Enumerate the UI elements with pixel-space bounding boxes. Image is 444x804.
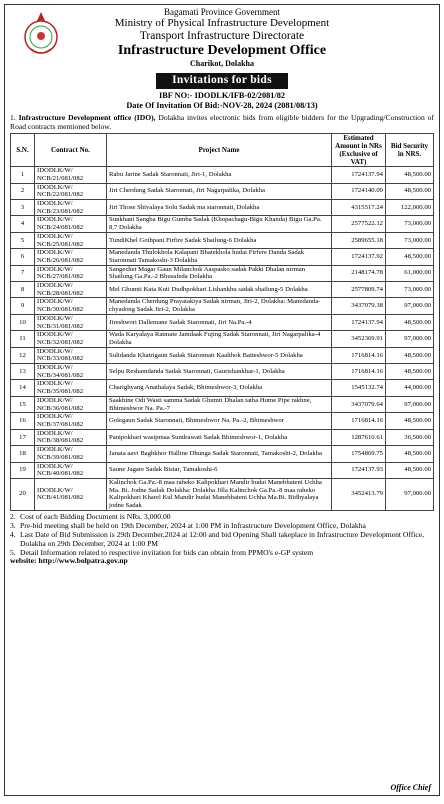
intro-office: Infrastructure Development office (IDO), <box>18 112 156 122</box>
row-sn: 6 <box>11 249 35 265</box>
row-project-name: Sunkhani Sangba Bigu Gumba Sadak (Khopachagu-Bigu Khanda) Bigu Ga.Pa. 8,7 Dolakha <box>107 216 332 232</box>
row-project-name: Rabu Jarine Sadak Staronnati, Jiri-1, Dolakha <box>107 167 332 183</box>
table-row <box>11 282 434 298</box>
row-contract-no: IDODLK/W/ NCB/32/081/082 <box>35 331 107 347</box>
row-contract-no: IDODLK/W/ NCB/41/081/082 <box>35 478 107 510</box>
row-bid-security: 73,000.00 <box>386 282 434 298</box>
row-project-name: Selpu Reshamdanda Sadak Staronnati, Gaurishankhar-1, Dolakha <box>107 364 332 380</box>
bid-notice-page <box>4 4 440 796</box>
row-sn: 14 <box>11 380 35 396</box>
row-bid-security: 97,000.00 <box>386 478 434 510</box>
row-amount: 1716814.16 <box>332 347 386 363</box>
row-bid-security: 97,000.00 <box>386 331 434 347</box>
table-row <box>11 183 434 199</box>
row-project-name: Saakhine Odi Wasti samma Sadak Ghumti Dhalan tatha Hume Pipe rakhne, Bhimeshwor Na. Pa.-7 <box>107 396 332 412</box>
row-amount: 2148174.78 <box>332 265 386 281</box>
header-bid-security: Bid Security in NRS. <box>386 134 434 167</box>
row-sn: 1 <box>11 167 35 183</box>
row-contract-no: IDODLK/W/ NCB/28/081/082 <box>35 282 107 298</box>
row-project-name: Jireshwori Dallemane Sadak Staronnati, Jiri Na.Pa.-4 <box>107 314 332 330</box>
reference-block <box>10 91 434 111</box>
row-project-name: Janata aavi Baghkhor Halline Dhunga Sadak Staronnati, Tamakoshi-2, Dolakha <box>107 446 332 462</box>
row-bid-security: 48,500.00 <box>386 413 434 429</box>
row-sn: 15 <box>11 396 35 412</box>
row-contract-no: IDODLK/W/ NCB/31/081/082 <box>35 314 107 330</box>
row-contract-no: IDODLK/W/ NCB/40/081/082 <box>35 462 107 478</box>
note-item: 5. Detail Information related to respective invitation for bids can obtain from PPMO's e-GP system <box>10 547 314 557</box>
row-contract-no: IDODLK/W/ NCB/37/081/082 <box>35 413 107 429</box>
header-sn: S.N. <box>11 134 35 167</box>
row-bid-security: 122,000.00 <box>386 200 434 216</box>
row-sn: 9 <box>11 298 35 314</box>
row-amount: 1724137.92 <box>332 249 386 265</box>
row-bid-security: 73,000.00 <box>386 232 434 248</box>
table-row <box>11 167 434 183</box>
row-bid-security: 48,500.00 <box>386 347 434 363</box>
row-amount: 3452369.91 <box>332 331 386 347</box>
row-project-name: Wada Karyalaya Ratmate Jamdaak Fujing Sadak Staronnati, Jiri Nagarpalika-4 Dolakha <box>107 331 332 347</box>
ifb-number: IBF NO:- IDODLK/IFB-02/2081/82 <box>159 90 285 100</box>
row-amount: 3437079.38 <box>332 298 386 314</box>
table-row <box>11 380 434 396</box>
table-row <box>11 347 434 363</box>
row-contract-no: IDODLK/W/ NCB/23/081/082 <box>35 200 107 216</box>
row-contract-no: IDODLK/W/ NCB/33/081/082 <box>35 347 107 363</box>
row-sn: 20 <box>11 478 35 510</box>
row-amount: 1716814.16 <box>332 364 386 380</box>
row-sn: 18 <box>11 446 35 462</box>
website-link[interactable]: website: http://www.bolpatra.gov.np <box>10 556 128 566</box>
row-bid-security: 48,500.00 <box>386 167 434 183</box>
row-bid-security: 48,500.00 <box>386 183 434 199</box>
row-project-name: Kalinchok Ga.Pa.-8 maa raheko Kalipokhari Mandir hudai Manebhateni Uchha Ma. Bi. Jodne Sadak Dolakha: Dolakha Jilla Kalinchok Ga.Pa.-8 maa raheko Kalipokhari Kharel Kul Mandir hudai Manebhateni Uchha Ma.Bi. Bidhyalaya jodne Sadak <box>107 478 332 510</box>
row-sn: 4 <box>11 216 35 232</box>
row-contract-no: IDODLK/W/ NCB/36/081/082 <box>35 396 107 412</box>
table-row <box>11 478 434 510</box>
row-amount: 4315517.24 <box>332 200 386 216</box>
row-project-name: Mel Ghumti Kata Kuti Dudhpokhari Lishankhu sadak shailung-5 Dolakha <box>107 282 332 298</box>
contracts-table <box>10 133 434 511</box>
table-header-row <box>11 134 434 167</box>
row-contract-no: IDODLK/W/ NCB/24/081/082 <box>35 216 107 232</box>
row-amount: 1287610.61 <box>332 429 386 445</box>
row-project-name: Sulidanda Khatrigaun Sadak Staronnati Kaalthok Baiteshwor-5 Dolakha <box>107 347 332 363</box>
row-project-name: Jiri Cherdung Sadak Staronnati, Jiri Nagarpalika, Dolakha <box>107 183 332 199</box>
table-row <box>11 331 434 347</box>
government-emblem-icon <box>15 9 67 59</box>
row-amount: 1724140.09 <box>332 183 386 199</box>
row-amount: 2589655.18 <box>332 232 386 248</box>
row-contract-no: IDODLK/W/ NCB/22/081/082 <box>35 183 107 199</box>
intro-paragraph <box>10 113 434 131</box>
table-row <box>11 298 434 314</box>
row-bid-security: 48,500.00 <box>386 249 434 265</box>
table-row <box>11 249 434 265</box>
table-row <box>11 413 434 429</box>
notice-title-banner: Invitations for bids <box>156 73 288 88</box>
notes-list <box>10 513 434 567</box>
row-sn: 16 <box>11 413 35 429</box>
row-bid-security: 48,500.00 <box>386 364 434 380</box>
row-project-name: Jiri Those Shivalaya Solu Sadak ma staronnati, Dolakha <box>107 200 332 216</box>
row-amount: 1724137.94 <box>332 167 386 183</box>
row-sn: 7 <box>11 265 35 281</box>
row-bid-security: 48,500.00 <box>386 446 434 462</box>
row-project-name: Sangechet Magar Gaun Milanchok Aaspasko sadak Pakki Dhalan nirman Shailung Ga.Pa.-2 Bhusafeda Dolakha <box>107 265 332 281</box>
row-contract-no: IDODLK/W/ NCB/27/081/082 <box>35 265 107 281</box>
row-bid-security: 73,000.00 <box>386 216 434 232</box>
row-sn: 11 <box>11 331 35 347</box>
notice-header <box>10 7 434 89</box>
table-row <box>11 265 434 281</box>
row-bid-security: 36,500.00 <box>386 429 434 445</box>
table-row <box>11 396 434 412</box>
government-name: Bagamati Province Government <box>164 7 280 17</box>
row-amount: 1545132.74 <box>332 380 386 396</box>
note-item: 3. Pre-bid meeting shall be held on 19th December, 2024 at 1:00 PM in Infrastructure Development Office, Dolakha <box>10 520 366 530</box>
table-row <box>11 429 434 445</box>
signature-office-chief: Office Chief <box>390 783 431 792</box>
note-item: 4. Last Date of Bid Submission is 29th December,2024 at 12:00 and bid Opening Shall takeplace in Infrastructure Development Office, Dolakha on 29th December, 2024 at 1:00 PM <box>10 529 425 548</box>
table-row <box>11 314 434 330</box>
row-amount: 1716814.16 <box>332 413 386 429</box>
row-contract-no: IDODLK/W/ NCB/35/081/082 <box>35 380 107 396</box>
row-contract-no: IDODLK/W/ NCB/38/081/082 <box>35 429 107 445</box>
header-project-name: Project Name <box>107 134 332 167</box>
row-project-name: TundiKhel Gothpani Firfire Sadak Shailung-6 Dolakha <box>107 232 332 248</box>
row-contract-no: IDODLK/W/ NCB/34/081/082 <box>35 364 107 380</box>
row-contract-no: IDODLK/W/ NCB/39/081/082 <box>35 446 107 462</box>
row-bid-security: 48,500.00 <box>386 462 434 478</box>
ministry-name: Ministry of Physical Infrastructure Development <box>114 17 330 30</box>
row-project-name: Manedanda Thulokhola Kalapani Bhatekhola hudai Firfere Danda Sadak Staronnati Tamakoshi-3 Dolakha <box>107 249 332 265</box>
row-contract-no: IDODLK/W/ NCB/21/081/082 <box>35 167 107 183</box>
note-item: 2. Cost of each Bidding Document is NRs. 3,000.00 <box>10 511 171 521</box>
table-row <box>11 200 434 216</box>
table-row <box>11 216 434 232</box>
row-project-name: Manedanda Cherdung Prayatakiya Sadak nirman, Jiri-2, Dolakha: Manedanda-chyadong Sadak Jiri-2, Dolakha <box>107 298 332 314</box>
table-row <box>11 446 434 462</box>
invitation-date: Date Of Invitation Of Bid:-NOV-28, 2024 (2081/08/13) <box>126 100 318 110</box>
row-project-name: Panipokhari wasipmaa Sundrawati Sadak Bhimeshwor-1, Dolakha <box>107 429 332 445</box>
row-contract-no: IDODLK/W/ NCB/25/081/082 <box>35 232 107 248</box>
row-project-name: Golegaun Sadak Staronnati, Bhimeshwor Na. Pa.-2, Bhimeshwor <box>107 413 332 429</box>
row-amount: 1754869.75 <box>332 446 386 462</box>
row-amount: 3452413.79 <box>332 478 386 510</box>
directorate-name: Transport Infrastructure Directorate <box>139 29 305 42</box>
header-contract-no: Contract No. <box>35 134 107 167</box>
row-bid-security: 44,000.00 <box>386 380 434 396</box>
header-estimated-amount: Estimated Amount in NRs (Exclusive of VAT) <box>332 134 386 167</box>
row-amount: 1724137.93 <box>332 462 386 478</box>
row-bid-security: 97,000.00 <box>386 298 434 314</box>
row-amount: 3437079.64 <box>332 396 386 412</box>
row-contract-no: IDODLK/W/ NCB/30/081/082 <box>35 298 107 314</box>
table-row <box>11 462 434 478</box>
row-sn: 19 <box>11 462 35 478</box>
row-sn: 13 <box>11 364 35 380</box>
row-sn: 12 <box>11 347 35 363</box>
row-project-name: Saune Jagare Sadak Bistar, Tamakoshi-6 <box>107 462 332 478</box>
table-row <box>11 232 434 248</box>
row-sn: 2 <box>11 183 35 199</box>
intro-text: Dolakha invites electronic bids from eligible bidders for the Upgrading/Construction of Road contracts mentioned below. <box>10 112 434 131</box>
intro-number: 1. <box>10 112 16 122</box>
table-row <box>11 364 434 380</box>
row-sn: 17 <box>11 429 35 445</box>
office-name: Infrastructure Development Office <box>117 43 327 59</box>
row-sn: 3 <box>11 200 35 216</box>
row-amount: 2577522.12 <box>332 216 386 232</box>
row-amount: 1724137.94 <box>332 314 386 330</box>
row-sn: 8 <box>11 282 35 298</box>
row-bid-security: 97,000.00 <box>386 396 434 412</box>
row-bid-security: 48,500.00 <box>386 314 434 330</box>
row-bid-security: 61,000.00 <box>386 265 434 281</box>
row-contract-no: IDODLK/W/ NCB/26/081/082 <box>35 249 107 265</box>
row-amount: 2577809.74 <box>332 282 386 298</box>
row-sn: 5 <box>11 232 35 248</box>
row-sn: 10 <box>11 314 35 330</box>
office-location: Charikot, Dolakha <box>189 59 254 69</box>
row-project-name: Charighyang Anathalaya Sadak, Bhimeshwor-3, Dolakha <box>107 380 332 396</box>
